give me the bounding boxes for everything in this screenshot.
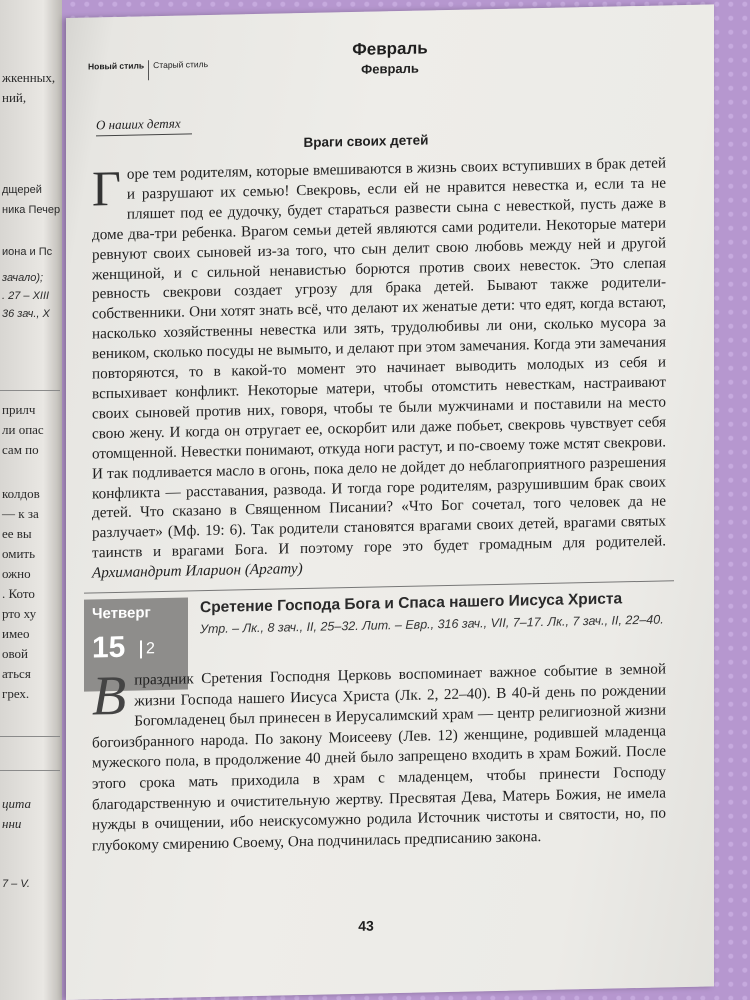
left-page-fragment xyxy=(0,0,62,1000)
left-page-rule xyxy=(0,770,60,771)
left-page-rule xyxy=(0,390,60,391)
left-page-text-fragment: 36 зач., X xyxy=(2,308,50,320)
left-page-text-fragment: омить xyxy=(2,546,36,561)
left-page-text-fragment: ний, xyxy=(2,90,27,105)
left-page-text-fragment: аться xyxy=(2,666,31,681)
feast-body xyxy=(92,659,666,856)
article-text: оре тем родителям, которые вмешиваются в жизнь своих вступивших в брак детей и разрушают их семью! Свекровь, если ей не нравится невестка и, если та не пляшет под ее дудочку, будет стараться развести сына с невесткой, пусть даже в доме два-три ребенка. Врагом семьи детей являются сами родители. Некоторые матери ревнуют своих сыновей из-за того, что сын делит свою любовь между ней и другой женщиной, и с сильной ненавистью борются против своих невесток. Это слепая ревность свекрови создает угрозу для брака детей. Бывают также родители-собственники. Они хотят знать всё, что делают их женатые дети: что едят, когда встают, насколько хозяйственны невестка или зять, трудолюбивы ли они, сколько мусора за веником, сколько посуды не вымыто, и делают при этом замечания. Когда эти замечания повторяются, то в какой-то момент это начинает выводить молодых из себя и вспыхивает конфликт. Некоторые матери, чтобы отомстить невесткам, настраивают своих сыновей против них, говоря, чтобы те были мужчинами и поставили на место свою жену. И когда он отругает ее, оскорбит или даже побьет, свекровь чувствует себя отомщенной. Невестки понимают, откуда ноги растут, и по-своему тоже мстят свекрови. И так подливается масло в огонь, пока дело не дойдет до неблагоприятного разрешения конфликта — расставания, развода. И тогда горе родителям, разрушившим брак своих детей. Что сказано в Священном Писании? «Что Бог сочетал, того человек да не разлучает» (Мф. 19: 6). Так родители становятся врагами своих детей, врагами святых таинств и врагами Бога. И поэтому горе это будет громадным для родителей. xyxy=(92,154,666,562)
page-number: 43 xyxy=(358,917,374,934)
left-page-text-fragment: овой xyxy=(2,646,29,661)
old-style-label: Старый стиль xyxy=(153,59,209,71)
left-page-text-fragment: жкенных, xyxy=(2,70,56,85)
month-title: Февраль xyxy=(352,38,428,60)
left-page-text-fragment: . Кото xyxy=(2,586,35,601)
left-page-text-fragment: имео xyxy=(2,626,30,641)
article-author: Архимандрит Иларион (Аргату) xyxy=(92,560,303,582)
article-drop-cap: Г xyxy=(92,159,121,217)
left-page-text-fragment: рто ху xyxy=(2,606,37,621)
left-page-text-fragment: дщерей xyxy=(2,184,42,196)
feast-drop-cap: В xyxy=(92,664,127,728)
left-page-text-fragment: сам по xyxy=(2,442,39,457)
article-title: Враги своих детей xyxy=(303,132,429,151)
day-number: 15 xyxy=(92,630,126,665)
feast-title: Сретение Господа Бога и Спаса нашего Иисуса Христа xyxy=(200,590,623,617)
feast-readings: Утр. – Лк., 8 зач., II, 25–32. Лит. – Евр., 316 зач., VII, 7–17. Лк., 7 зач., II, 22–40. xyxy=(200,612,664,637)
left-page-text-fragment: иона и Пс xyxy=(2,246,53,258)
month-subtitle: Февраль xyxy=(361,60,419,77)
left-page-text-fragment: нни xyxy=(2,816,22,831)
section-tag-underline xyxy=(96,133,192,136)
left-page-rule xyxy=(0,736,60,737)
weekday-label: Четверг xyxy=(92,604,151,623)
new-style-label: Новый стиль xyxy=(88,60,145,72)
left-page-text-fragment: цита xyxy=(2,796,32,811)
book-page xyxy=(66,4,714,1000)
left-page-text-fragment: ожно xyxy=(2,566,31,581)
section-tag: О наших детях xyxy=(96,115,181,133)
feast-text: праздник Сретения Господня Церковь воспоминает важное событие в земной жизни Господа нашего Иисуса Христа (Лк. 2, 22–40). В 40-й день по рождении Богомладенец был принесен в Иерусалимский храм — центр религиозной жизни богоизбранного народа. По закону Моисееву (Лев. 12) женщине, родившей младенца мужеского пола, в продолжение 40 дней было запрещено входить в храм Божий. После этого срока мать приходила в храм с младенцем, чтобы принести Господу благодарственную и очистительную жертву. Пресвятая Дева, Матерь Божия, не имела нужды в очищении, ибо неискусомужно родила Источник чистоты и святости, но, по глубокому смирению Своему, Она подчинилась предписанию закона. xyxy=(92,660,666,855)
left-page-text-fragment: колдов xyxy=(2,486,40,501)
left-page-text-fragment: 7 – V. xyxy=(2,878,30,890)
left-page-text-fragment: ли опас xyxy=(2,422,44,437)
left-page-text-fragment: ее вы xyxy=(2,526,32,541)
old-style-day-number: 2 xyxy=(140,640,155,658)
page-header xyxy=(66,32,714,83)
left-page-text-fragment: ника Печер xyxy=(2,204,61,216)
left-page-text-fragment: . 27 – XIII xyxy=(2,290,50,302)
left-page-text-fragment: прилч xyxy=(2,402,36,417)
left-page-text-fragment: — к за xyxy=(2,506,39,521)
left-page-text-fragment: грех. xyxy=(2,686,30,701)
left-page-text-fragment: зачало); xyxy=(2,272,44,284)
article-body xyxy=(92,153,666,583)
